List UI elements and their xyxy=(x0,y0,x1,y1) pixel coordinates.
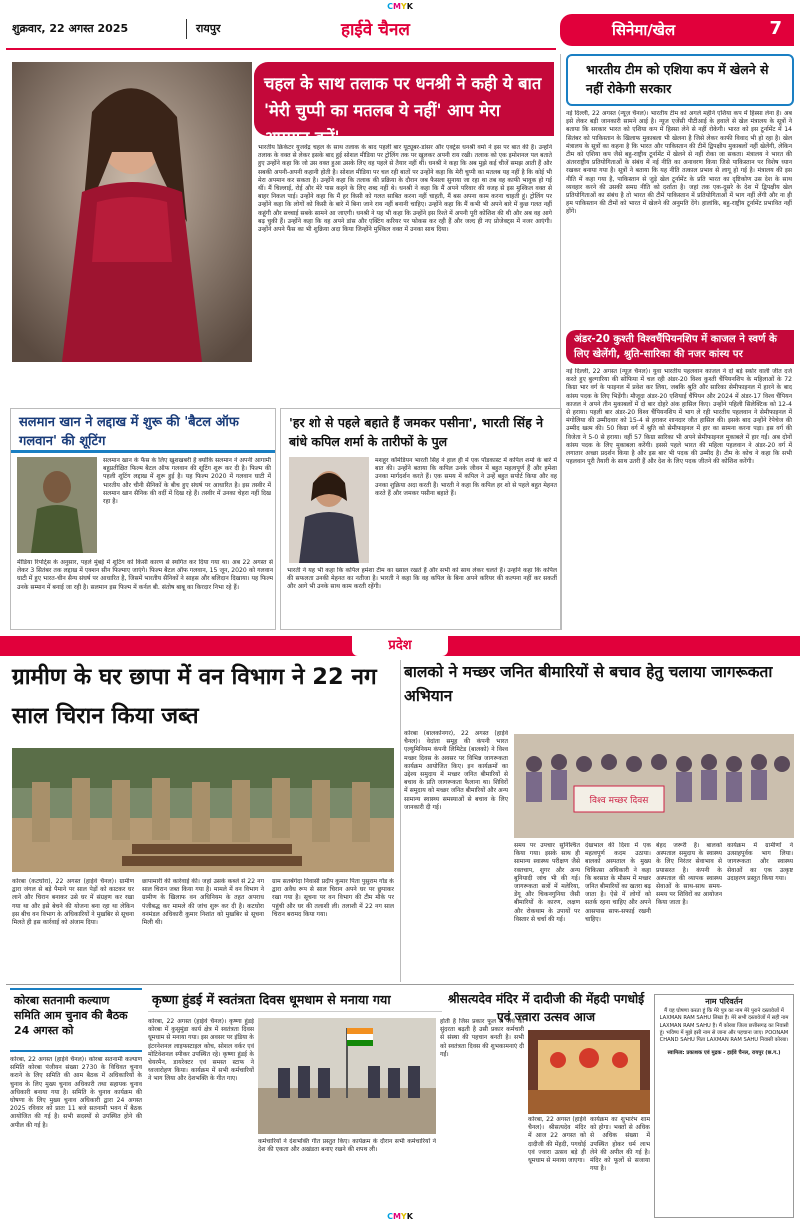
column-divider-2 xyxy=(400,660,401,982)
edition-city: रायपुर xyxy=(196,22,221,35)
forest-headline: ग्रामीण के घर छापा में वन विभाग ने 22 नग साल चिरान किया जब्त xyxy=(12,664,377,729)
section-bar xyxy=(0,636,800,656)
mosquito-col3: बेहद जरूरी है। बालको अस्पताल समुदाय के स्वास्थ्य के लिए निरंतर सेवाभाव से प्रयासरत है। कंपनी के अस्पताल की व्यापक स्वास्थ्य सेवाओं के साथ-साथ समय-समय पर शिविरों का आयोजन किया जाता है। xyxy=(656,842,722,907)
krishna-photo xyxy=(258,1018,436,1134)
korba-body: कोरबा, 22 अगस्त (हाईवे चैनल)। कोरबा सतनामी कल्याण समिति कोरबा पंजीयन संख्या 2730 के विधिवत चुनाव कराने के लिए समिति की आम बैठक में अधिकारियों के चुनाव के लिए मुख्य चुनाव अधिकारी तथा सहायक चुनाव अधिकारी बनाया गया है। समिति के चुनाव कार्यक्रम की घोषणा के लिए मुख्य चुनाव अधिकारी द्वारा 24 अगस्त 2025 रविवार को प्रातः 11 बजे सतनामी भवन में बैठक आयोजित की गई है। सभी सदस्यों से उपस्थित होने की अपील की गई है। xyxy=(10,1056,142,1129)
forest-body-col1: कोरबा (कटघोरा), 22 अगस्त (हाईवे चैनल)। ग्रामीण द्वारा जंगल से बड़े पैमाने पर साल पेड़ों को काटकर घर लाने और चिरान बनाकर उसे घर में संग्रहण कर रखा गया था और इसे बेचने की योजना बना रहा था लेकिन इस बीच वन विभाग के अधिकारियों ने मुखबिर से सूचना मिलते ही इस कार्रवाई को अंजाम दिया। xyxy=(12,878,134,927)
newspaper-logo: हाईवे चैनल xyxy=(341,20,410,40)
mosquito-col1: समय पर उपचार सुनिश्चित किया गया। इसके साथ ही सामान्य स्वास्थ्य परीक्षण जैसे रक्तचाप, शुगर और अन्य बुनियादी जांच भी की गई। जागरूकता सत्रों में मलेरिया, डेंगू और चिकनगुनिया जैसी बीमारियों के कारण, लक्षण और रोकथाम के उपायों पर विस्तार से चर्चा की गई। xyxy=(514,842,580,923)
lead-headline xyxy=(254,62,554,147)
name-change-notice xyxy=(654,994,794,1218)
bharti-photo xyxy=(289,457,369,563)
salman-story xyxy=(10,408,276,630)
salman-photo xyxy=(17,457,97,553)
masthead-divider xyxy=(186,19,187,39)
notice-body: मैं यह घोषणा करता हूं कि मेरे पुत्र का नाम मेरे पुराने दस्तावेजों में LAXMAN RAM SAHU लिखा है। मेरे सभी दस्तावेजों में सही नाम LAXMAN RAM SAHU है। मैं कोरबा जिला छत्तीसगढ़ का निवासी हूं। भविष्य में मुझे इसी नाम से जाना और पहचाना जाए। POONAM CHAND SAHU पिता LAXMAN RAM SAHU निवासी कोरबा। xyxy=(659,1008,789,1044)
krishna-body-end: होती है जिस प्रकार फूल से पौधे की सुंदरता बढ़ती है उसी प्रकार कर्मचारी से संस्था की पहचान बनती है। सभी को स्वतंत्रता दिवस की शुभकामनाएं दी गईं। xyxy=(440,1018,524,1058)
korba-headline: कोरबा सतनामी कल्याण समिति आम चुनाव की बैठक 24 अगस्त को xyxy=(10,988,142,1052)
forest-body xyxy=(12,878,394,982)
section-bar-label: प्रदेश xyxy=(352,636,448,656)
mosquito-photo xyxy=(514,734,794,838)
masthead xyxy=(6,14,554,44)
mosquito-body: कोरबा (बालकोनगर), 22 अगस्त (हाईवे चैनल)। वेदांता समूह की कंपनी भारत एल्युमिनियम कंपनी लिमिटेड (बालको) ने विश्व मच्छर दिवस के अवसर पर विभिन्न जागरूकता कार्यक्रम आयोजित किए। इन कार्यक्रमों का उद्देश्य समुदाय में मच्छर जनित बीमारियों से बचाव के प्रति जागरूकता फैलाना था। शिविरों में समुदाय को मच्छर जनित बीमारियों और अन्य सामान्य स्वास्थ्य समस्याओं से बचाव के लिए जानकारी दी गई। xyxy=(404,730,508,811)
bharti-story xyxy=(280,408,562,630)
mosquito-col4: कार्यक्रम में ग्रामीणों ने उत्साहपूर्वक भाग लिया। जागरूकता और स्वास्थ्य सेवाओं का एक उत्कृष्ट उदाहरण प्रस्तुत किया गया। xyxy=(727,842,793,882)
krishna-headline: कृष्णा हुंडई में स्वतंत्रता दिवस धूमधाम से मनाया गया xyxy=(148,988,442,1012)
bharti-body: मशहूर कॉमेडियन भारती सिंह ने हाल ही में एक पॉडकास्ट में कपिल शर्मा के बारे में बात की। उन्होंने बताया कि कपिल उनके जीवन में बहुत महत्वपूर्ण हैं और हमेशा उनका मार्गदर्शन करते हैं। एक समय में कपिल ने उन्हें बहुत सपोर्ट किया और वह उनका शुक्रिया अदा करती हैं। भारती ने कहा कि कपिल हर शो से पहले बहुत मेहनत करते हैं और जमकर पसीना बहाते हैं। xyxy=(375,457,557,497)
mehndi-body-continued: कार्यक्रम का शुभारंभ शाम को होगा। भक्तों से अधिक से अधिक संख्या में उपस्थित होकर धर्म लाभ लेने की अपील की गई है। मंदिर को फूलों से सजाया गया है। xyxy=(590,1116,650,1173)
issue-date: शुक्रवार, 22 अगस्त 2025 xyxy=(12,22,129,35)
forest-body-col3: ग्राम सतबेंगेदा निवासी प्रदीप कुमार पिता पुसुराम गोंड के द्वारा अवैध रूप से साल चिरान अपने घर पर छुपाकर रखा गया है। सूचना पर वन विभाग की टीम मौके पर पहुंची और घर की तलाशी ली। तलाशी में 22 नग साल चिरान बरामद किया गया। xyxy=(272,878,394,918)
krishna-body-continued: कर्मचारियों ने देशभक्ति गीत प्रस्तुत किए। कार्यक्रम के दौरान सभी कर्मचारियों ने देश की एकता और अखंडता बनाए रखने की शपथ ली। xyxy=(258,1138,436,1154)
color-registration-bottom: CMYK xyxy=(387,1212,413,1221)
lead-body: भारतीय क्रिकेटर युजवेंद्र चहल के साथ तलाक के बाद पहली बार यूट्यूबर-डांसर और एक्ट्रेस धनश्री वर्मा ने इस पर बात की है। उन्होंने तलाक के वक्त से लेकर इसके बाद हुई सोशल मीडिया पर ट्रोलिंग तक पर खुलकर अपनी राय रखी। तलाक को एक इमोशनल पल बताते हुए उन्होंने कहा कि जो उस वक्त हुआ उसके लिए वह पहले से तैयार नहीं थीं। धनश्री ने कहा कि अब मुझे कई चीजें समझ आती हैं और सबकी अपनी-अपनी कहानी होती है। सोशल मीडिया पर चल रही बातों पर उन्होंने कहा कि मेरी चुप्पी का मतलब यह नहीं है कि कोई भी मेरा अपमान कर सकता है। उन्होंने कहा कि तलाक की प्रक्रिया के दौरान जब फैसला सुनाया जा रहा था तब वह काफी भावुक हो गई थीं। मैं चिल्लाई, रोई और मेरे पास कहने के लिए शब्द नहीं थे। धनश्री ने कहा कि मैं अपने परिवार की वजह से इस मुश्किल वक्त से बाहर निकल पाई। उन्होंने कहा कि मैं हर किसी को गलत साबित करना नहीं चाहती, मैं बस अपना काम करना चाहती हूं। ट्रोलिंग पर उन्होंने कहा कि लोगों को किसी के बारे में बिना जाने राय नहीं बनानी चाहिए। उन्होंने कहा कि मैं कभी भी अपने बारे में कुछ गलत नहीं कहूंगी और सच्चाई सबके सामने आ जाएगी। धनश्री ने यह भी कहा कि उन्होंने इस रिश्ते में अपनी पूरी कोशिश की थी और अब वह आगे बढ़ चुकी हैं। उन्होंने कहा कि वह अपने डांस और एक्टिंग करियर पर फोकस कर रही हैं और जल्द ही नए प्रोजेक्ट्स में नजर आएंगी। उन्होंने अपने फैंस का भी शुक्रिया अदा किया जिन्होंने मुश्किल वक्त में उनका साथ दिया। xyxy=(258,144,552,234)
header-rule xyxy=(6,48,556,50)
mehndi-headline: श्रीसत्यदेव मंदिर में दादीजी की मेंहदी पगधोई एवं ज्वारा उत्सव आज xyxy=(447,992,645,1024)
lead-photo xyxy=(12,62,252,362)
section-title: सिनेमा/खेल xyxy=(612,21,676,39)
mosquito-col2: देखभाल की दिशा में एक महत्वपूर्ण कदम उठाया। बालको अस्पताल के मुख्य चिकित्सा अधिकारी ने कहा कि बरसात के मौसम में मच्छर जनित बीमारियों का खतरा बढ़ जाता है। ऐसे में लोगों को सतर्क रहना चाहिए और अपने आसपास साफ-सफाई रखनी चाहिए। xyxy=(585,842,651,923)
imprint-footer: स्वामित्व: प्रकाशक एवं मुद्रक - हाईवे चैनल, रायपुर (छ.ग.) xyxy=(667,1050,781,1057)
notice-title: नाम परिवर्तन xyxy=(705,997,743,1006)
krishna-body: कोरबा, 22 अगस्त (हाईवे चैनल)। कृष्णा हुंडई कोरबा में कुसुमुंडा कार्य क्षेत्र में स्वतंत्रता दिवस धूमधाम से मनाया गया। इस अवसर पर इंडिया के इंटरनेशनल लाइफस्टाइल कोच, सोशल वर्कर एवं मोटिवेशनल स्पीकर उपस्थित रहे। कृष्णा हुंडई के चेयरमैन, डायरेक्टर एवं समस्त स्टाफ ने ध्वजारोहण किया। कार्यक्रम में सभी कर्मचारियों ने भाग लिया और देशभक्ति के गीत गाए। xyxy=(148,1018,254,1083)
page-number: 7 xyxy=(769,18,782,39)
bharti-headline: 'हर शो से पहले बहाते हैं जमकर पसीना', भारती सिंह ने बांधे कपिल शर्मा के तारीफों के पुल xyxy=(289,415,544,449)
wrestling-body: नई दिल्ली, 22 अगस्त (न्यूज़ चैनल)। युवा भारतीय पहलवान काजल ने दो बड़े स्कोर वाली जीत दर्ज करते हुए बुल्गारिया की सोफिया में चल रही अंडर-20 विश्व कुश्ती चैंपियनशिप के महिलाओं के 72 किग्रा भार वर्ग के फाइनल में प्रवेश कर लिया, जबकि श्रुति और सारिका सेमीफाइनल में हारने के बाद कांस्य पदक के लिए भिड़ेंगी। मौजूदा अंडर-20 एशियाई चैंपियन और 2024 में अंडर-17 विश्व चैंपियन काजल ने अपने तीन मुकाबलों में दो बार दोहरे अंक हासिल किए। उन्होंने पहिली सिलेक्टिक को 12-4 से हराया। पहली बार अंडर-20 विश्व चैंपियनशिप में भाग ले रही भारतीय पहलवान ने सेमीफाइनल में मंगोलिया की उम्मीदवार को 15-4 से हराकर शानदार जीत हासिल की। इसके बाद उन्होंने रेपेचेज की उम्मीद खत्म की। 50 किग्रा वर्ग में श्रुति को सेमीफाइनल में हार का सामना करना पड़ा। इस वर्ग की विजेता ने 5-0 से हराया। वहीं 57 किग्रा सारिका भी अपने सेमीफाइनल मुकाबले में हार गईं। अब दोनों कांस्य पदक के लिए मुकाबला करेंगी। इससे पहले भारत की महिला पहलवान ने अंडर-20 वर्ग में लगातार अच्छा प्रदर्शन किया है और इस बार भी पदक की उम्मीद है। टीम के कोच ने कहा कि सभी पहलवान पूरी तैयारी के साथ उतरी हैं और देश के लिए पदक जीतने की कोशिश करेंगी। xyxy=(566,368,792,466)
lead-headline-line2: 'मेरी चुप्पी का मतलब ये नहीं' आप मेरा अपमान करें' xyxy=(264,101,501,147)
wrestling-headline: अंडर-20 कुश्ती विश्वचैंपियनशिप में काजल ने स्वर्ण के लिए खेलेंगी, श्रुति-सारिका की नजर कांस्य पर xyxy=(566,330,794,364)
mosquito-body-continued xyxy=(514,842,794,982)
forest-photo xyxy=(12,748,394,872)
salman-headline: सलमान खान ने लद्दाख में शुरू की 'बैटल ऑफ गलवान' की शूटिंग xyxy=(11,409,275,453)
row-rule xyxy=(6,984,794,985)
salman-body-continued: मीडिया रिपोर्ट्स के अनुसार, पहले मुंबई में शूटिंग को किसी कारण से स्थगित कर दिया गया था। अब 22 अगस्त से लेकर 3 सितंबर तक लद्दाख में एक्शन सीन फिल्माए जाएंगे। फिल्म बैटल ऑफ गलवान, 15 जून, 2020 को गलवान घाटी में हुए भारत-चीन सैन्य संघर्ष पर आधारित है, जिसमें भारतीय सैनिकों ने साहस और बलिदान दिखाया। यह फिल्म उनके सम्मान में बनाई जा रही है। सलमान इस फिल्म में कर्नल बी. संतोष बाबू का किरदार निभा रहे हैं। xyxy=(17,559,273,591)
salman-body: सलमान खान के फैंस के लिए खुशखबरी है क्योंकि सलमान ने अपनी आगामी बहुप्रतीक्षित फिल्म बैटल ऑफ गलवान की शूटिंग शुरू कर दी है। फिल्म की पहली शूटिंग लद्दाख में शुरू हुई है। यह फिल्म 2020 में गलवान घाटी में भारतीय और चीनी सैनिकों के बीच हुए संघर्ष पर आधारित है। इस तस्वीर में सलमान खान सैनिक की वर्दी में दिख रहे हैं। तस्वीर में उनका चेहरा नहीं दिख रहा है। xyxy=(103,457,271,506)
asia-cup-body: नई दिल्ली, 22 अगस्त (न्यूज़ चैनल)। भारतीय टीम को अगले महीने एशिया कप में हिस्सा लेना है। अब इसे लेकर बड़ी जानकारी सामने आई है। न्यूज एजेंसी पीटीआई के हवाले से खेल मंत्रालय के सूत्रों ने बताया कि सरकार भारत को एशिया कप में हिस्सा लेने से नहीं रोकेगी। भारत को इस टूर्नामेंट में 14 सितंबर को पाकिस्तान के खिलाफ मुकाबला भी खेलना है जिसे लेकर काफी विवाद भी हो रहा है। खेल मंत्रालय के सूत्रों का कहना है कि भारत और पाकिस्तान की टीमें द्विपक्षीय मुकाबलों नहीं खेलेंगी, लेकिन टीम को एशिया कप जैसे बहु-राष्ट्रीय टूर्नामेंट में खेलने से नहीं रोका जा सकता। मंत्रालय ने भारत की अंतरराष्ट्रीय प्रतियोगिताओं के संबंध में नई नीति का अनावरण किया जिसे पाकिस्तान पर विशेष ध्यान रखकर बनाया गया है। सूत्रों ने बताया कि यह नीति तत्काल प्रभाव से लागू हो गई है। मंत्रालय की इस नीति में कहा गया है, पाकिस्तान से जुड़े खेल टूर्नामेंट के प्रति भारत का दृष्टिकोण उस देश के साथ व्यवहार करने की उसकी समग्र नीति को दर्शाता है। जहां तक एक-दूसरे के देश में द्विपक्षीय खेल प्रतियोगिताओं का संबंध है तो भारत की टीमें पाकिस्तान में प्रतियोगिताओं में भाग नहीं लेंगी और ना ही हम पाकिस्तान की टीमों को भारत में खेलने की अनुमति देंगे। हालांकि, बहु-राष्ट्रीय टूर्नामेंट प्रभावित नहीं होंगे। xyxy=(566,110,792,216)
color-registration-top: CMYK xyxy=(387,2,413,11)
mosquito-banner-text: विश्व मच्छर दिवस xyxy=(589,796,649,806)
mehndi-photo xyxy=(528,1030,650,1114)
forest-body-col2: छापामारी की कार्रवाई की। जहां उसके कब्जे से 22 नग साल चिरान जब्त किया गया है। मामले में वन विभाग ने ग्रामीण के खिलाफ वन अधिनियम के तहत अपराध पंजीबद्ध कर मामले की जांच शुरू कर दी है। कटघोरा वनमंडल अधिकारी कुमार निशांत को मुखबिर से सूचना मिली थी। xyxy=(142,878,264,927)
mehndi-body: कोरबा, 22 अगस्त (हाईवे चैनल)। श्रीसत्यदेव मंदिर में आज 22 अगस्त को दादीजी की मेंहदी, पगधोई एवं ज्वारा उत्सव बड़े ही धूमधाम से मनाया जाएगा। xyxy=(528,1116,586,1165)
section-header xyxy=(560,14,794,46)
asia-cup-headline: भारतीय टीम को एशिया कप में खेलने से नहीं रोकेगी सरकार xyxy=(566,54,794,106)
lead-headline-line1: चहल के साथ तलाक पर धनश्री ने कही ये बात xyxy=(264,74,542,93)
mosquito-headline: बालको ने मच्छर जनित बीमारियों से बचाव हेतु चलाया जागरूकता अभियान xyxy=(404,663,773,705)
bharti-body-continued: भारती ने यह भी कहा कि कपिल हमेशा टीम का ख्याल रखते हैं और सभी को साथ लेकर चलते हैं। उन्होंने कहा कि कपिल की सफलता उनकी मेहनत का नतीजा है। भारती ने कहा कि वह कपिल के बिना अपने करियर की कल्पना नहीं कर सकतीं और आगे भी उनके साथ काम करती रहेंगी। xyxy=(287,567,557,591)
